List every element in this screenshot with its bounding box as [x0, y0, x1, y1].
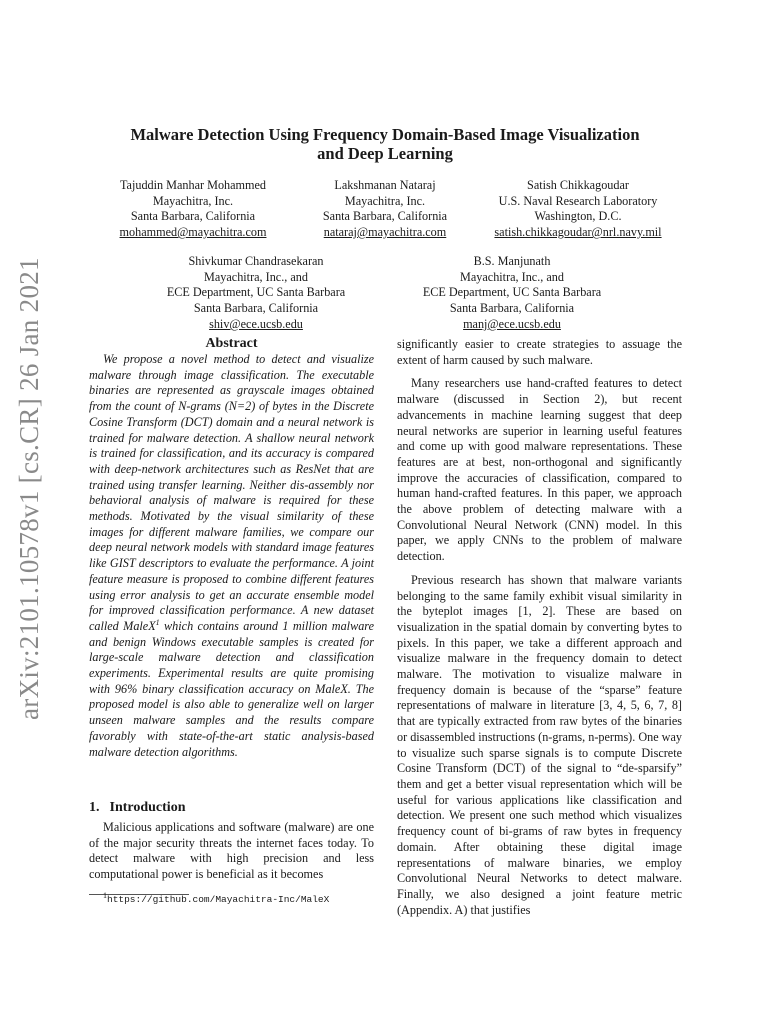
author-block	[483, 178, 673, 241]
author-affiliation: Mayachitra, Inc., and	[204, 269, 308, 284]
abstract-text-part-1: We propose a novel method to detect and visualize malware through image classification. The executable binaries are represented as grayscale images obtained from the count of N-grams (N=2) of bytes in the Discrete Cosine Transform (DCT) domain and a neural network is trained for malware detection. A shallow neural network is trained for classification, and its accuracy is compared with deep-network architectures such as ResNet that are trained using transfer learning. Neither dis-assembly nor behavioral analysis of malware is required for these methods. Motivated by the visual similarity of these images for different malware families, we compare our deep neural network models with standard image features like GIST descriptors to evaluate the performance. A joint feature measure is proposed to combine different features using error analysis to get an accurate ensemble model for improved classification performance. A new dataset called MaleX	[89, 352, 374, 633]
author-name: Shivkumar Chandrasekaran	[188, 254, 324, 268]
section-heading-introduction	[89, 800, 185, 816]
section-title: Introduction	[109, 800, 186, 815]
author-name: Tajuddin Manhar Mohammed	[119, 178, 267, 192]
abstract-heading: Abstract	[205, 336, 258, 351]
author-email[interactable]: satish.chikkagoudar@nrl.navy.mil	[494, 225, 662, 240]
footnote-marker[interactable]: 1	[155, 617, 160, 627]
author-name: Satish Chikkagoudar	[527, 178, 629, 192]
author-email[interactable]: mohammed@mayachitra.com	[119, 225, 267, 240]
author-block	[108, 178, 278, 241]
author-email[interactable]: manj@ece.ucsb.edu	[463, 316, 561, 331]
author-block	[300, 178, 470, 241]
author-location: Santa Barbara, California	[193, 301, 319, 316]
paragraph: significantly easier to create strategies to assuage the extent of harm caused by such malware.	[397, 337, 682, 367]
footnote	[103, 890, 330, 905]
author-affiliation: Mayachitra, Inc., and	[460, 269, 564, 284]
author-location: Santa Barbara, California	[449, 301, 575, 316]
author-location: Santa Barbara, California	[322, 209, 448, 224]
footnote-url[interactable]: https://github.com/Mayachitra-Inc/MaleX	[107, 894, 330, 905]
arxiv-identifier: arXiv:2101.10578v1 [cs.CR] 26 Jan 2021	[14, 257, 44, 720]
author-affiliation: U.S. Naval Research Laboratory	[498, 193, 658, 208]
paragraph: Previous research has shown that malware variants belonging to the same family exhibit visual similarity in the byteplot images [1, 2]. These are based on visualization in the spatial domain by converting bytes to pixels. In this paper, we take a different approach and visualize malware in the frequency domain to detect malware. The motivation to visualize malware in frequency domain is because of the “sparse” feature representations of malware in literature [3, 4, 5, 6, 7, 8] that are typically extracted from raw bytes of the binaries or disassembled instructions (n-grams, n-perms). One way to visualize such sparse signals is to compute Discrete Cosine Transform (DCT) of the signal to “de-sparsify” them and get a better visual representation which will be useful for various applications like classification and detection. We present one such method which visualizes frequency count of bi-grams of raw bytes in frequency domain. After obtaining these digital image representations of malware binaries, we employ Convolutional Neural Networks to detect malware. Finally, we also designed a joint feature metric (Appendix. A) that justifies	[397, 572, 682, 917]
author-email[interactable]: shiv@ece.ucsb.edu	[209, 316, 303, 331]
author-name: Lakshmanan Nataraj	[334, 178, 436, 192]
introduction-paragraph	[89, 820, 374, 883]
author-department: ECE Department, UC Santa Barbara	[422, 285, 602, 300]
author-affiliation: Mayachitra, Inc.	[344, 193, 426, 208]
author-email[interactable]: nataraj@mayachitra.com	[323, 225, 447, 240]
abstract-text	[89, 352, 374, 760]
author-block	[416, 254, 608, 333]
title-line-2: and Deep Learning	[317, 144, 453, 163]
paper-title	[90, 125, 680, 163]
author-affiliation: Mayachitra, Inc.	[152, 193, 234, 208]
abstract-text-part-2: which contains around 1 million malware and benign Windows executable samples is created for large-scale malware detection and classification experiments. Experimental results are quite promising with 96% binary classification accuracy on MaleX. The proposed model is also able to generalize well on larger unseen malware samples and the results compare favorably with state-of-the-art static analysis-based malware detection algorithms.	[89, 618, 374, 759]
right-column	[397, 337, 682, 926]
author-location: Santa Barbara, California	[130, 209, 256, 224]
author-name: B.S. Manjunath	[473, 254, 551, 268]
title-line-1: Malware Detection Using Frequency Domain-Based Image Visualization	[130, 125, 640, 144]
author-location: Washington, D.C.	[534, 209, 622, 224]
paragraph: Many researchers use hand-crafted features to detect malware (discussed in Section 2), but recent advancements in machine learning suggest that deep neural networks are superior in learning useful features and come up with good malware representations. These features are at best, non-orthogonal and significantly improve the accuracies of classification, compared to human hand-crafted features. In this paper, we approach the above problem of detecting malware with a Convolutional Neural Network (CNN) model. In this paper, we apply CNNs to the problem of malware detection.	[397, 376, 682, 564]
footnote-number: 1	[103, 890, 107, 900]
author-block	[160, 254, 352, 333]
author-department: ECE Department, UC Santa Barbara	[166, 285, 346, 300]
section-number: 1.	[89, 800, 100, 815]
paragraph: Malicious applications and software (malware) are one of the major security threats the internet faces today. To detect malware with high precision and less computational power is beneficial as it becomes	[89, 820, 374, 882]
